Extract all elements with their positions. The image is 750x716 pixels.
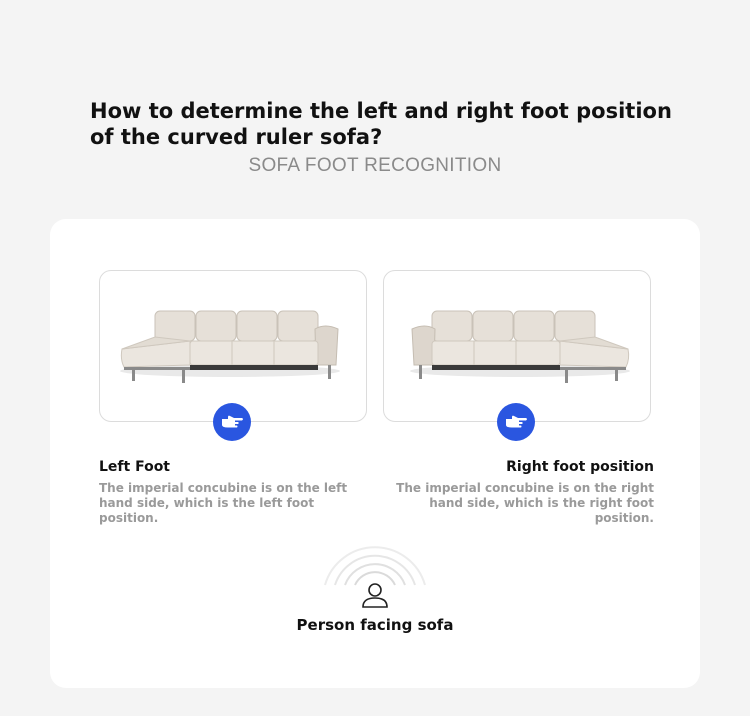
page-subtitle: SOFA FOOT RECOGNITION [248, 155, 502, 176]
person-icon [360, 581, 390, 609]
right-chaise-sofa-image [394, 299, 640, 389]
hand-pointing-right-icon [497, 403, 535, 441]
left-foot-label: Left Foot [99, 459, 170, 475]
person-facing-sofa-label: Person facing sofa [296, 616, 454, 634]
left-foot-sofa-card [99, 270, 367, 422]
content-panel [50, 219, 700, 688]
right-foot-description: The imperial concubine is on the right hand side, which is the right foot position. [396, 481, 654, 525]
left-chaise-sofa-image [110, 299, 356, 389]
right-foot-label: Right foot position [506, 459, 654, 475]
page-title: How to determine the left and right foot position of the curved ruler sofa? [90, 99, 672, 149]
hand-pointing-right-icon [213, 403, 251, 441]
left-foot-description: The imperial concubine is on the left hand side, which is the left foot position. [99, 481, 348, 525]
right-foot-sofa-card [383, 270, 651, 422]
signal-waves-icon [305, 519, 445, 589]
